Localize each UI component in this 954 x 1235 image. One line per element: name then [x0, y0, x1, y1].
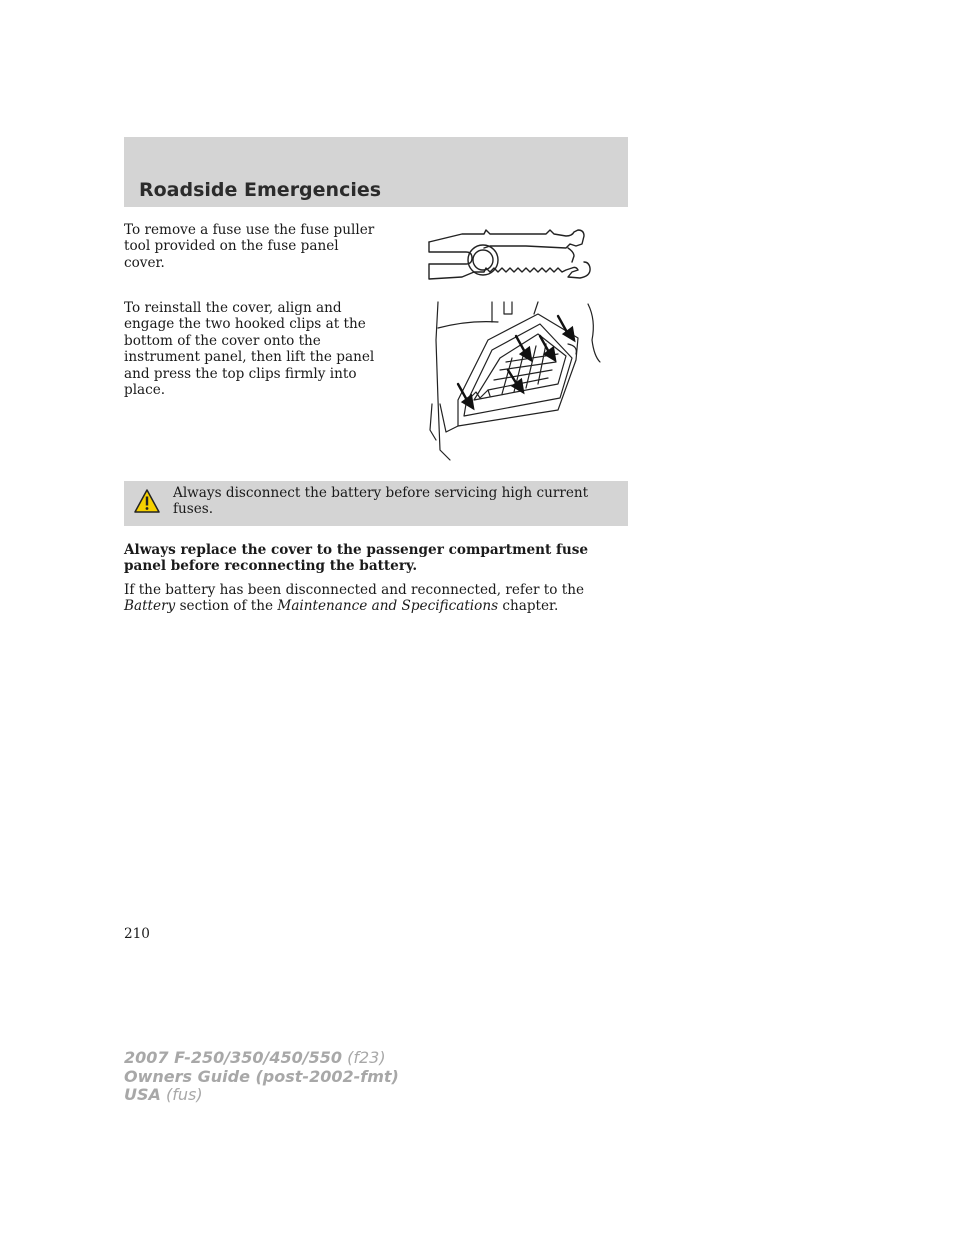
document-footer: [124, 1049, 399, 1105]
page-number: 210: [124, 926, 150, 942]
remove-fuse-paragraph: To remove a fuse use the fuse puller tool provided on the fuse panel cover.: [124, 222, 375, 271]
warning-box: [124, 481, 628, 526]
footer-model-code: (f23): [347, 1048, 386, 1067]
reinstall-cover-paragraph: To reinstall the cover, align and engage the two hooked clips at the bottom of the cover onto the instrument panel, then lift the panel and press the top clips firmly into place.: [124, 300, 375, 399]
fuse-puller-illustration: [426, 222, 594, 288]
footer-market-code: (fus): [166, 1085, 203, 1104]
footer-model: 2007 F-250/350/450/550: [124, 1048, 342, 1067]
footer-guide-line: [124, 1068, 399, 1087]
battery-section-ref: Battery: [124, 598, 176, 615]
battery-note-text-1: If the battery has been disconnected and reconnected, refer to the: [124, 582, 585, 598]
chapter-ref: Maintenance and Specifications: [277, 598, 499, 615]
warning-text: Always disconnect the battery before servicing high current fuses.: [173, 485, 589, 518]
section-header-band: [124, 137, 628, 207]
battery-note-text-3: chapter.: [498, 598, 559, 615]
footer-market-line: [124, 1086, 399, 1105]
section-title: Roadside Emergencies: [139, 179, 382, 201]
footer-market: USA: [124, 1085, 161, 1104]
replace-cover-note: Always replace the cover to the passenger compartment fuse panel before reconnecting the battery.: [124, 542, 589, 575]
footer-model-line: [124, 1049, 399, 1068]
warning-triangle-icon: [134, 488, 160, 514]
footer-guide: Owners Guide (post-2002-fmt): [124, 1066, 399, 1086]
fuse-panel-cover-illustration: [428, 300, 604, 462]
battery-note-text-2: section of the: [175, 598, 278, 615]
battery-reference-paragraph: [124, 582, 628, 615]
